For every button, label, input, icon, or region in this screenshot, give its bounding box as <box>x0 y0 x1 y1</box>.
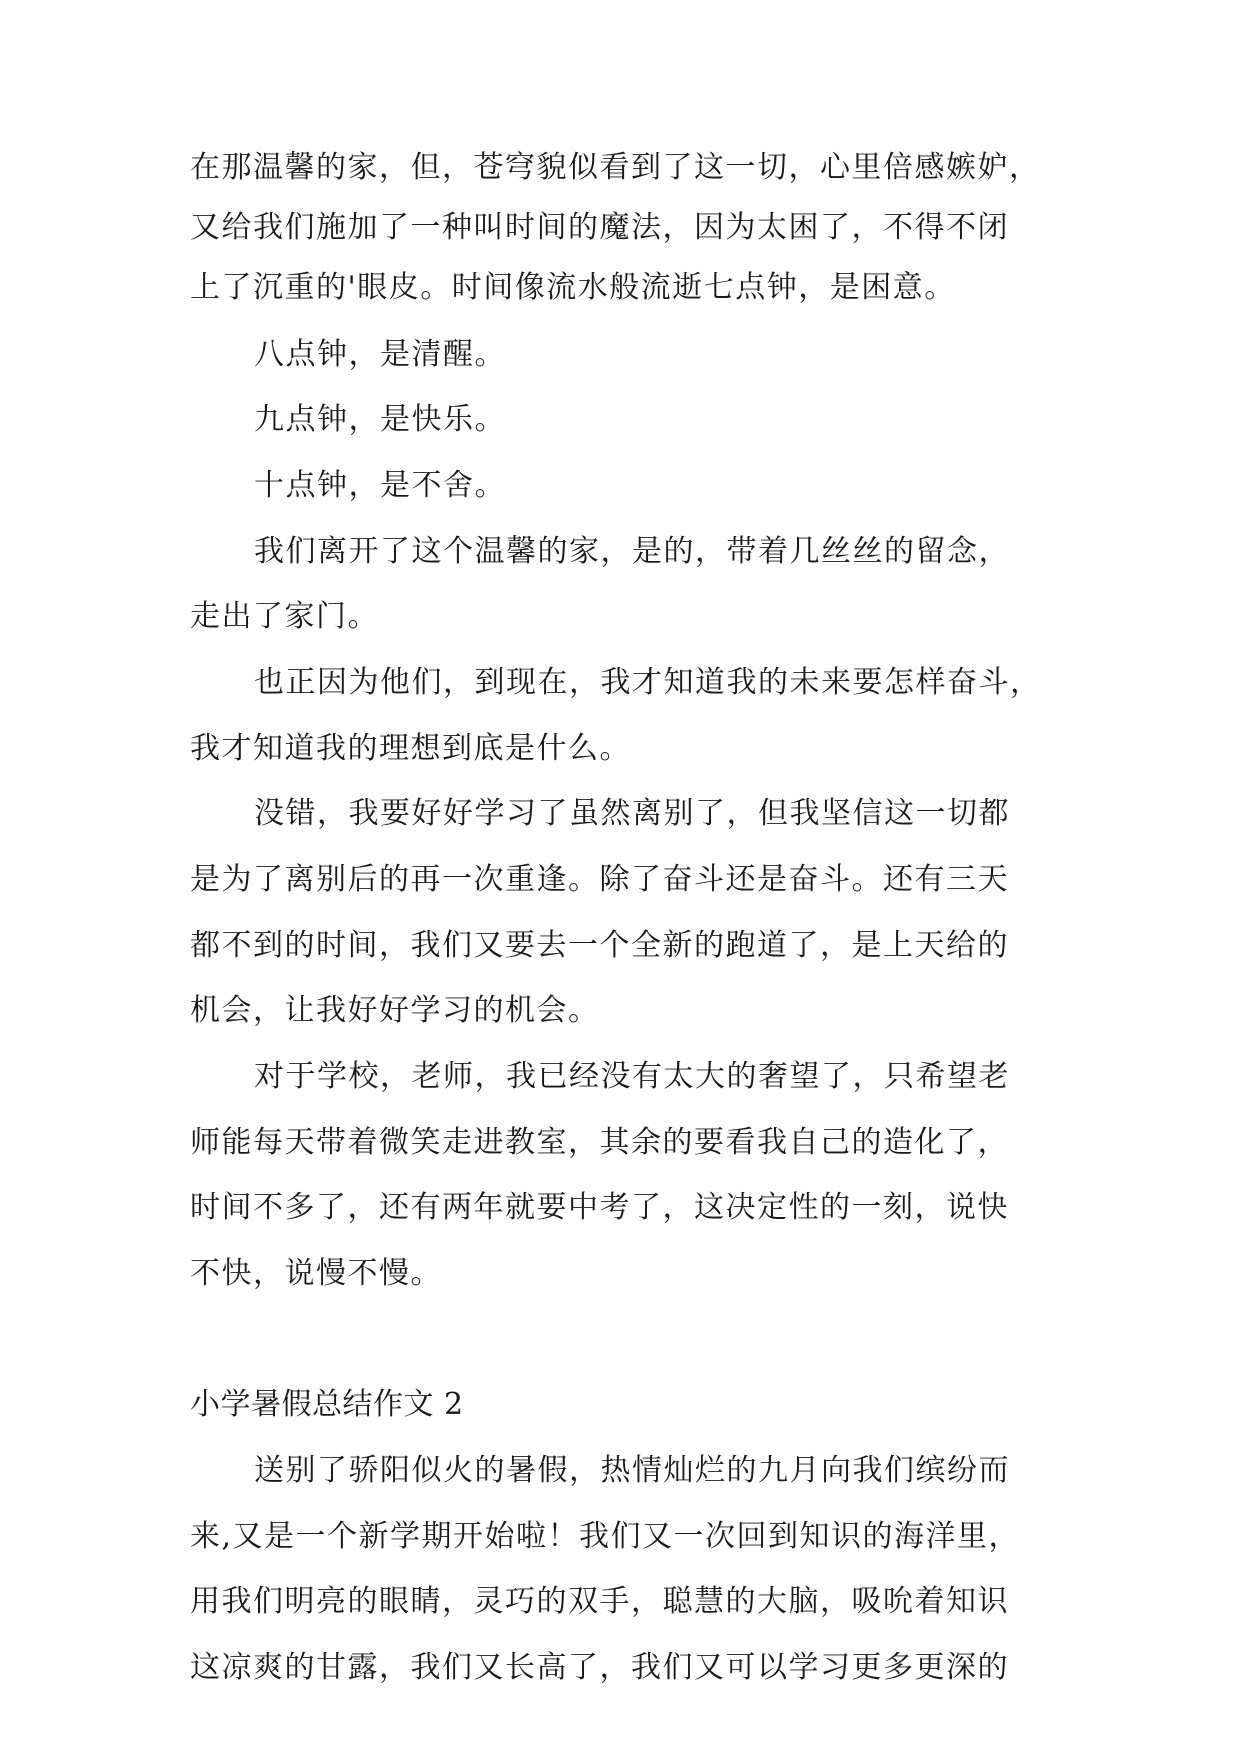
text-line: 是为了离别后的再一次重逢。除了奋斗还是奋斗。还有三天 <box>190 862 1009 897</box>
text-line: 上了沉重的'眼皮。时间像流水般流逝七点钟，是困意。 <box>190 270 956 305</box>
text-line: 十点钟，是不舍。 <box>254 468 506 503</box>
section-heading: 小学暑假总结作文 2 <box>190 1387 464 1422</box>
paragraph-first-line: 对于学校，老师，我已经没有太大的奢望了，只希望老 <box>254 1059 1010 1094</box>
paragraph-first-line: 没错，我要好好学习了虽然离别了，但我坚信这一切都 <box>254 796 1010 831</box>
text-line: 走出了家门。 <box>190 599 379 634</box>
text-line: 九点钟，是快乐。 <box>254 402 506 437</box>
text-line: 师能每天带着微笑走进教室，其余的要看我自己的造化了， <box>190 1125 1009 1160</box>
text-line: 又给我们施加了一种叫时间的魔法，因为太困了，不得不闭 <box>190 210 1009 245</box>
text-line: 在那温馨的家，但，苍穹貌似看到了这一切，心里倍感嫉妒， <box>190 150 1041 185</box>
text-line: 来,又是一个新学期开始啦！我们又一次回到知识的海洋里， <box>190 1519 1021 1554</box>
text-line: 时间不多了，还有两年就要中考了，这决定性的一刻，说快 <box>190 1190 1009 1225</box>
paragraph-first-line: 送别了骄阳似火的暑假，热情灿烂的九月向我们缤纷而 <box>254 1453 1010 1488</box>
text-line: 八点钟，是清醒。 <box>254 337 506 372</box>
text-line: 不快，说慢不慢。 <box>190 1256 442 1291</box>
text-line: 都不到的时间，我们又要去一个全新的跑道了，是上天给的 <box>190 928 1009 963</box>
paragraph-first-line: 我们离开了这个温馨的家，是的，带着几丝丝的留念， <box>254 534 1010 569</box>
paragraph-first-line: 也正因为他们，到现在，我才知道我的未来要怎样奋斗， <box>254 665 1042 700</box>
text-line: 用我们明亮的眼睛，灵巧的双手，聪慧的大脑，吸吮着知识 <box>190 1584 1009 1619</box>
text-line: 我才知道我的理想到底是什么。 <box>190 731 631 766</box>
text-line: 机会，让我好好学习的机会。 <box>190 993 600 1028</box>
text-line: 这凉爽的甘露，我们又长高了，我们又可以学习更多更深的 <box>190 1650 1009 1685</box>
